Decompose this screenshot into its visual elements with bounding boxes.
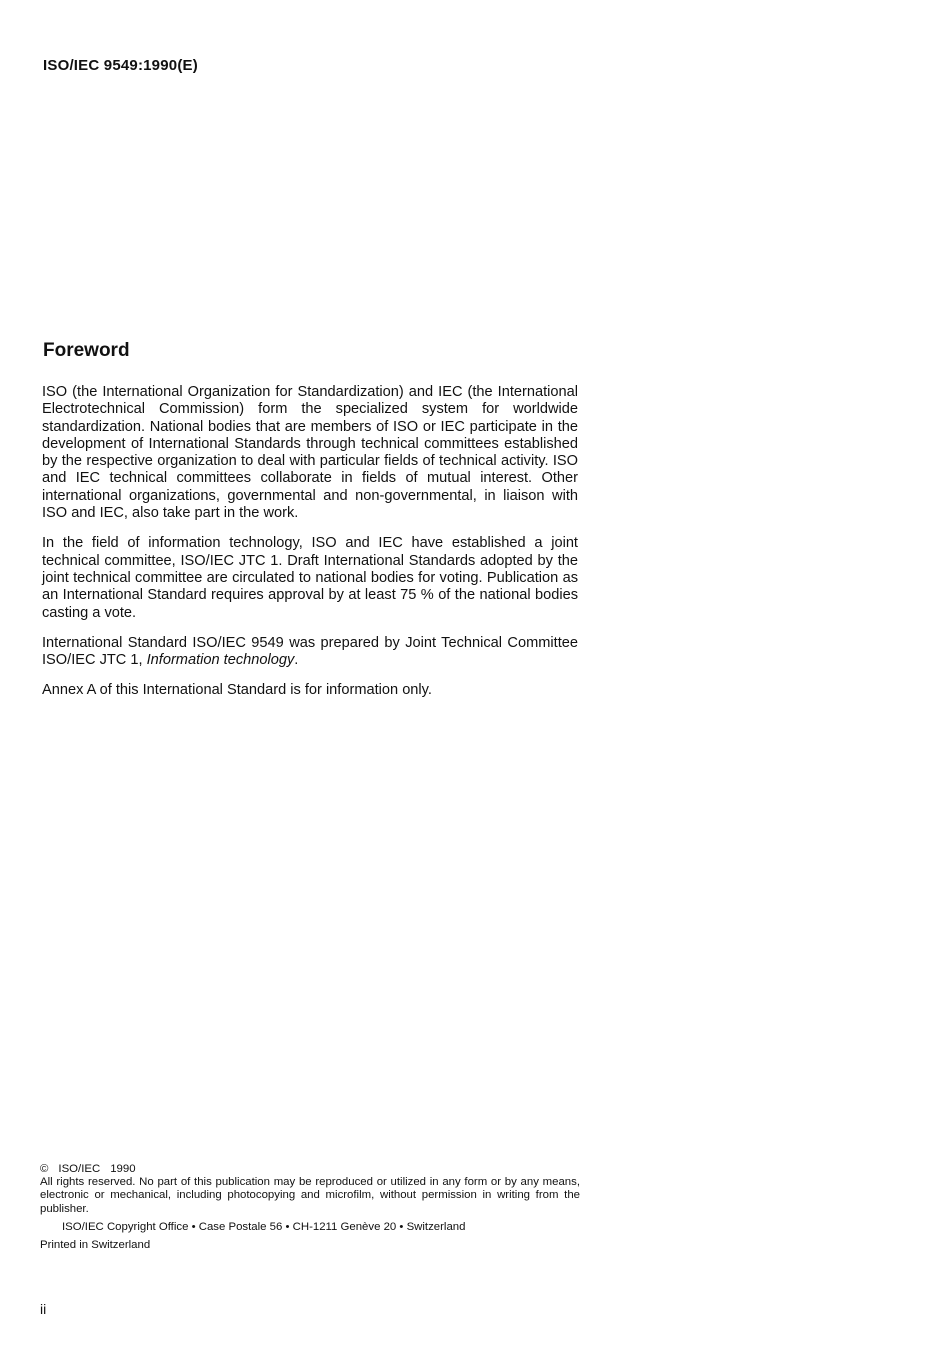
document-id: ISO/IEC 9549:1990(E) (43, 57, 198, 74)
copyright-line (40, 1163, 580, 1176)
foreword-paragraph-4: Annex A of this International Standard is for information only. (42, 682, 432, 699)
rights-statement: All rights reserved. No part of this publication may be reproduced or utilized in any form or by any means, electronic or mechanical, including photocopying and microfilm, without permission in writing from the publisher. (40, 1176, 580, 1215)
foreword-paragraph-2: In the field of information technology, ISO and IEC have established a joint technical committee, ISO/IEC JTC 1. Draft International Standards adopted by the joint technical committee are circulated to national bodies for voting. Publication as an International Standard requires approval by at least 75 % of the national bodies casting a vote. (42, 535, 578, 621)
paragraph-3-end: . (294, 652, 299, 669)
copyright-notice (40, 1163, 580, 1252)
committee-name: Information technology (146, 652, 295, 669)
copyright-owner: ISO/IEC (58, 1163, 101, 1175)
printed-in: Printed in Switzerland (40, 1239, 151, 1252)
foreword-paragraph-1: ISO (the International Organization for Standardization) and IEC (the International Electrotechnical Commission) form the specialized system for worldwide standardization. National bodies that are members of ISO or IEC participate in the development of International Standards through technical committees established by the respective organization to deal with particular fields of technical activity. ISO and IEC technical committees collaborate in fields of mutual interest. Other international organizations, governmental and non-governmental, in liaison with ISO and IEC, also take part in the work. (42, 384, 578, 522)
foreword-title: Foreword (43, 340, 130, 361)
page-number: ii (40, 1301, 47, 1317)
copyright-year: 1990 (110, 1163, 136, 1175)
copyright-symbol: © (40, 1163, 49, 1175)
foreword-body (42, 384, 578, 713)
paragraph-3-text: International Standard ISO/IEC 9549 was prepared by Joint Technical Committee ISO/IEC JTC 1, (42, 634, 578, 669)
foreword-paragraph-3 (42, 635, 578, 670)
copyright-office-address: ISO/IEC Copyright Office • Case Postale 56 • CH-1211 Genève 20 • Switzerland (62, 1220, 466, 1233)
